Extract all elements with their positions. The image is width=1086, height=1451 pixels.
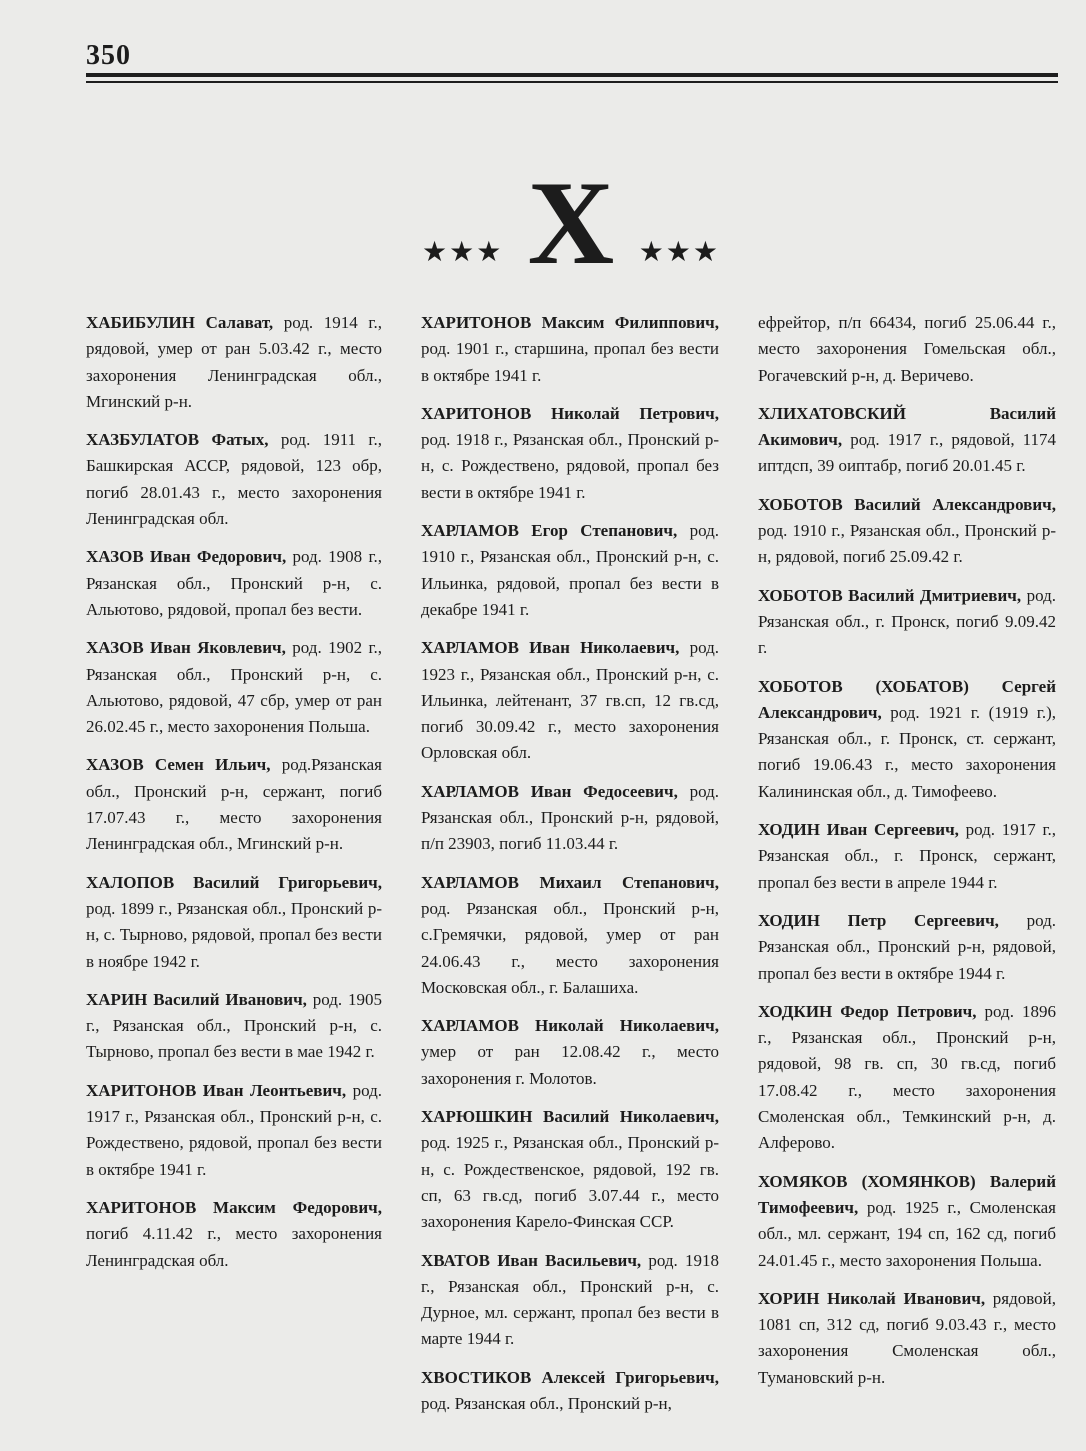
entry-text: род. 1911 г., Башкирская АССР, рядовой, 123 обр, погиб 28.01.43 г., место захоронения Ленинградская обл. [86, 430, 382, 529]
entry-text: род. 1908 г., Рязанская обл., Пронский р-н, с. Альютово, рядовой, пропал без вести. [86, 547, 382, 619]
entry-name: ХАРЛАМОВ Николай Николаевич, [421, 1016, 719, 1036]
entry-name: ХАРИТОНОВ Максим Филиппович, [421, 313, 719, 332]
entry-name: ХЛИХАТОВСКИЙ Василий Акимович, [758, 403, 1056, 450]
entry-name: ХОДИН Петр Сергеевич, [758, 910, 999, 930]
entry [758, 310, 1056, 389]
column-2 [421, 310, 719, 1429]
entry [421, 635, 719, 766]
entry-name: ХАРЛАМОВ Иван Николаевич, [421, 638, 680, 658]
entry [421, 870, 719, 1001]
entry-name: ХВАТОВ Иван Васильевич, [421, 1250, 642, 1270]
entry-name: ХАЗОВ Семен Ильич, [86, 755, 271, 775]
entry-name: ХАРЛАМОВ Михаил Степанович, [421, 872, 719, 892]
header-rule-thin [86, 81, 1058, 83]
entry-text: род. 1917 г., Рязанская обл., Пронский р-н, с. Рождествено, рядовой, пропал без вести в октябре 1941 г. [86, 1080, 382, 1179]
entry-text: род. Рязанская обл., Пронский р-н, рядовой, пропал без вести в октябре 1944 г. [758, 910, 1056, 983]
section-heading [420, 156, 722, 289]
entry-name: ХАЗОВ Иван Федорович, [86, 547, 287, 567]
entry-text: род. Рязанская обл., Пронский р-н, с.Гремячки, рядовой, умер от ран 24.06.43 г., место захоронения Московская обл., г. Балашиха. [421, 898, 719, 997]
entry-text: род. Рязанская обл., Пронский р-н, [421, 1393, 672, 1413]
entry-text: род. 1925 г., Рязанская обл., Пронский р-н, с. Рождественское, рядовой, 192 гв. сп, 63 гв.сд, погиб 3.07.44 г., место захоронения Карело-Финская ССР. [421, 1133, 719, 1232]
entry [86, 1078, 382, 1183]
entry [421, 779, 719, 858]
entry [758, 401, 1056, 480]
entry [758, 1286, 1056, 1391]
entry [421, 310, 719, 389]
entry-name: ХАРЮШКИН Василий Николаевич, [421, 1107, 719, 1127]
entry [421, 401, 719, 506]
entry [86, 870, 382, 975]
entry [86, 752, 382, 857]
stars-right: ★★★ [638, 237, 720, 268]
page-number: 350 [86, 40, 131, 71]
entry [758, 583, 1056, 662]
entry-text: род. 1899 г., Рязанская обл., Пронский р-н, с. Тырново, рядовой, пропал без вести в ноябре 1942 г. [86, 898, 382, 971]
entry-name: ХОРИН Николай Иванович, [758, 1288, 986, 1308]
entry-name: ХАБИБУЛИН Салават, [86, 313, 274, 332]
entry [86, 1195, 382, 1274]
entry [421, 1104, 719, 1235]
entry [86, 310, 382, 415]
entry-text: род. 1910 г., Рязанская обл., Пронский р-н, с. Ильинка, рядовой, пропал без вести в декабре 1941 г. [421, 521, 719, 619]
entry [421, 1248, 719, 1353]
entry-text: род. 1925 г., Смоленская обл., мл. сержант, 194 сп, 162 сд, погиб 24.01.45 г., место захоронения Польша. [758, 1197, 1056, 1270]
entry-name: ХОБОТОВ Василий Александрович, [758, 494, 1056, 514]
entry-text: умер от ран 12.08.42 г., место захоронения г. Молотов. [421, 1042, 719, 1088]
entry-text: род. 1902 г., Рязанская обл., Пронский р-н, с. Альютово, рядовой, 47 сбр, умер от ран 26.02.45 г., место захоронения Польша. [86, 638, 382, 737]
entry [758, 908, 1056, 987]
entry [421, 1013, 719, 1092]
section-letter: Х [527, 156, 615, 289]
entry-text: род. 1901 г., старшина, пропал без вести в октябре 1941 г. [421, 339, 719, 385]
entry-name: ХАЗОВ Иван Яковлевич, [86, 638, 286, 658]
entry-name: ХВОСТИКОВ Алексей Григорьевич, [421, 1367, 719, 1387]
entry-name: ХАРИТОНОВ Николай Петрович, [421, 403, 719, 423]
entry [421, 518, 719, 623]
entry-text: род. 1896 г., Рязанская обл., Пронский р-н, рядовой, 98 гв. сп, 30 гв.сд, погиб 17.08.42 г., место захоронения Смоленская обл., Темкинский р-н, д. Алферово. [758, 1001, 1056, 1153]
entry-name: ХАРИН Василий Иванович, [86, 989, 307, 1009]
entry [86, 427, 382, 532]
column-3 [758, 310, 1056, 1403]
column-1 [86, 310, 382, 1286]
entry-text: рядовой, 1081 сп, 312 сд, погиб 9.03.43 г., место захоронения Смоленская обл., Тумановский р-н. [758, 1288, 1056, 1387]
entry-text: род. Рязанская обл., г. Пронск, погиб 9.09.42 г. [758, 585, 1056, 658]
entry-text: род. 1918 г., Рязанская обл., Пронский р-н, с. Рождествено, рядовой, пропал без вести в октябре 1941 г. [421, 430, 719, 502]
entry-text: род.Рязанская обл., Пронский р-н, сержант, погиб 17.07.43 г., место захоронения Ленинградская обл., Мгинский р-н. [86, 755, 383, 854]
entry-text: род. 1917 г., рядовой, 1174 иптдсп, 39 оиптабр, погиб 20.01.45 г. [758, 430, 1056, 476]
entry [758, 817, 1056, 896]
entry [758, 674, 1056, 805]
entry-name: ХАЗБУЛАТОВ Фатых, [86, 430, 269, 450]
entry-name: ХАЛОПОВ Василий Григорьевич, [86, 872, 382, 892]
entry-text: род. 1918 г., Рязанская обл., Пронский р-н, с. Дурное, мл. сержант, пропал без вести в марте 1944 г. [421, 1250, 719, 1349]
entry-text: род. 1910 г., Рязанская обл., Пронский р-н, рядовой, погиб 25.09.42 г. [758, 521, 1056, 567]
entry-name: ХАРЛАМОВ Егор Степанович, [421, 521, 678, 541]
entry-text: род. 1917 г., Рязанская обл., г. Пронск, сержант, пропал без вести в апреле 1944 г. [758, 820, 1056, 892]
entry-name: ХОДКИН Федор Петрович, [758, 1001, 977, 1021]
entry-name: ХАРИТОНОВ Иван Леонтьевич, [86, 1080, 347, 1100]
entry [86, 987, 382, 1066]
header-rule-thick [86, 73, 1058, 77]
entry-text: ефрейтор, п/п 66434, погиб 25.06.44 г., место захоронения Гомельская обл., Рогачевский р-н, д. Веричево. [758, 313, 1056, 385]
entry-name: ХОДИН Иван Сергеевич, [758, 820, 959, 840]
entry-text: род. 1921 г. (1919 г.), Рязанская обл., г. Пронск, ст. сержант, погиб 19.06.43 г., место захоронения Калининская обл., д. Тимофеево. [758, 702, 1056, 801]
entry-text: род. 1923 г., Рязанская обл., Пронский р-н, с. Ильинка, лейтенант, 37 гв.сп, 12 гв.сд, погиб 30.09.42 г., место захоронения Орловская обл. [421, 638, 719, 763]
entry [758, 492, 1056, 571]
entry [421, 1365, 719, 1418]
entry-text: погиб 4.11.42 г., место захоронения Ленинградская обл. [86, 1224, 382, 1270]
entry-name: ХАРИТОНОВ Максим Федорович, [86, 1197, 382, 1217]
entry-text: род. Рязанская обл., Пронский р-н, рядовой, п/п 23903, погиб 11.03.44 г. [421, 781, 719, 854]
entry [758, 1169, 1056, 1274]
entry-name: ХОБОТОВ (ХОБАТОВ) Сергей Александрович, [758, 676, 1056, 722]
entry [758, 999, 1056, 1157]
entry-text: род. 1914 г., рядовой, умер от ран 5.03.42 г., место захоронения Ленинградская обл., Мгинский р-н. [86, 313, 382, 411]
entry [86, 635, 382, 740]
stars-left: ★★★ [422, 237, 504, 268]
entry-name: ХАРЛАМОВ Иван Федосеевич, [421, 781, 678, 801]
entry-name: ХОМЯКОВ (ХОМЯНКОВ) Валерий Тимофеевич, [758, 1171, 1056, 1217]
entry-text: род. 1905 г., Рязанская обл., Пронский р-н, с. Тырново, пропал без вести в мае 1942 г. [86, 989, 382, 1062]
entry [86, 544, 382, 623]
entry-name: ХОБОТОВ Василий Дмитриевич, [758, 585, 1022, 605]
